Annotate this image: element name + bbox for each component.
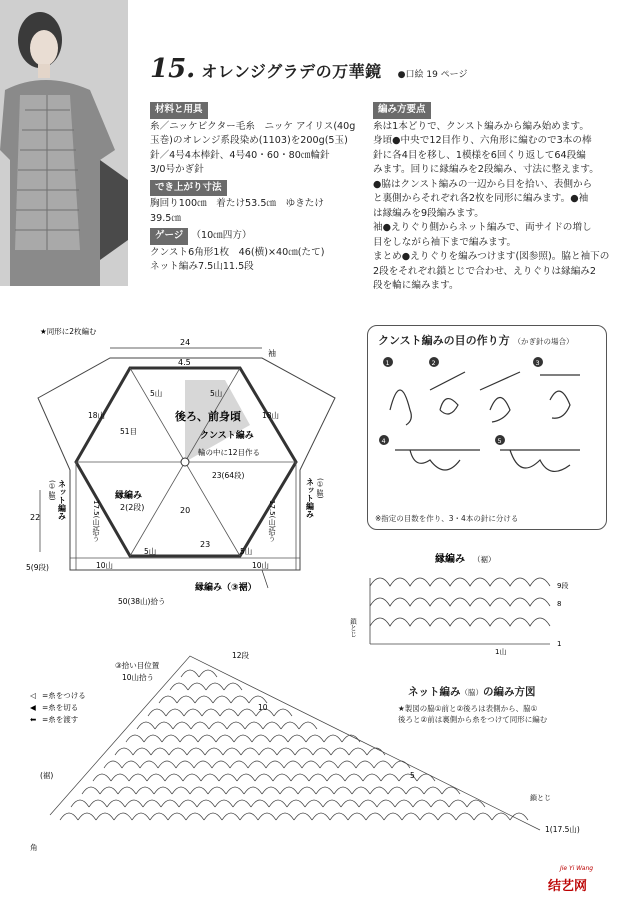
size-heading: でき上がり寸法 — [150, 180, 227, 197]
howto-line: と裏側からそれぞれ各2枚を同形に編みます。●袖 — [373, 193, 589, 204]
net-arc — [266, 761, 284, 768]
net-arc — [148, 709, 166, 716]
net-arc — [177, 696, 195, 703]
net-arc — [188, 683, 206, 690]
net-arc — [334, 787, 352, 794]
stitch-5-b: 5山 — [210, 389, 223, 398]
net-arc — [348, 813, 366, 820]
net-arc — [420, 813, 438, 820]
edge-chain: 鎖とじ — [349, 618, 357, 638]
materials-line: 糸／ニッケビクター毛糸 ニッケ アイリス(40g — [150, 120, 356, 132]
net-arc — [137, 722, 155, 729]
howto-line: 2段をそれぞれ鎖とじで合わせ、えりぐりは縁編み2 — [373, 265, 596, 277]
stitch-18-left: 18山 — [88, 411, 106, 420]
net-arc — [150, 813, 168, 820]
edge-chart-sub: （裾） — [473, 555, 496, 564]
net-arc — [345, 774, 363, 781]
net-arc — [324, 735, 342, 742]
step-5: 5 — [497, 437, 502, 445]
howto-line: みます。回りに縁編みを2段編み、寸法に整えます。 — [373, 164, 599, 175]
net-arc — [144, 735, 162, 742]
net-arc — [248, 761, 266, 768]
net-arc — [133, 748, 151, 755]
step-1: 1 — [385, 359, 390, 367]
net-arc — [107, 800, 125, 807]
watermark-sub: Jie Yi Wang — [560, 865, 594, 872]
net-arc — [125, 800, 143, 807]
net-arc — [299, 722, 317, 729]
net-right: ネット編み — [305, 478, 315, 518]
net-corner: 角 — [30, 843, 38, 852]
net-arc — [306, 735, 324, 742]
materials-line: 3/0号かぎ針 — [150, 164, 204, 175]
center-kunst: クンスト編み — [200, 431, 254, 441]
net-arc — [313, 748, 331, 755]
net-arc — [231, 696, 249, 703]
net-arc — [258, 813, 276, 820]
net-arc — [384, 813, 402, 820]
howto-line: 糸は1本どりで、クンスト編みから編み始めます。 — [373, 120, 589, 132]
net-arc — [244, 787, 262, 794]
net-arc — [302, 761, 320, 768]
net-arc — [89, 800, 107, 807]
net-chart-title-text: ネット編み — [408, 686, 461, 698]
net-arc — [194, 761, 212, 768]
edge-hem: 縁編み（③裾） — [195, 583, 257, 593]
materials-line: 針／4号4本棒針、4号40・60・80㎝輪針 — [150, 149, 330, 161]
net-arc — [395, 800, 413, 807]
row-1: 1 — [557, 640, 562, 648]
net-arc — [241, 748, 259, 755]
net-arc — [323, 800, 341, 807]
pattern-title: オレンジグラデの万華鏡 — [201, 62, 382, 81]
net-arc — [147, 774, 165, 781]
pattern-number: 15. — [150, 54, 196, 84]
net-arc — [115, 748, 133, 755]
net-arc — [251, 800, 269, 807]
net-arc — [187, 748, 205, 755]
model-photo — [0, 0, 128, 286]
gauge-line: ネット編み7.5山11.5段 — [150, 261, 254, 272]
net-arc — [392, 761, 410, 768]
net-arc — [165, 774, 183, 781]
net-arc — [359, 800, 377, 807]
net-arc — [263, 722, 281, 729]
net-arc — [234, 735, 252, 742]
howto-line: ●脇はクンスト編みの一辺から目を拾い、表側から — [373, 178, 593, 190]
net-arc — [370, 787, 388, 794]
net-arc — [161, 800, 179, 807]
dim-4-5: 4.5 — [178, 358, 191, 367]
net-chart-title2: の編み方図 — [483, 686, 536, 698]
net-arc — [208, 787, 226, 794]
net-arc — [363, 774, 381, 781]
net-pick-top: ③拾い目位置 — [115, 661, 160, 670]
net-arc — [288, 735, 306, 742]
net-arc — [181, 670, 199, 677]
net-arc — [206, 683, 224, 690]
net-arc — [238, 709, 256, 716]
net-arc — [245, 722, 263, 729]
net-arc — [413, 800, 431, 807]
gauge-line: クンスト6角形1枚 46(横)×40㎝(たて) — [150, 246, 325, 258]
net-arc — [186, 813, 204, 820]
center-note: 輪の中に12目作る — [198, 448, 261, 457]
size-line: 胸回り100㎝ 着たけ53.5㎝ ゆきたけ — [150, 198, 324, 209]
legend-sym-attach: ◁ — [30, 691, 36, 700]
net-arc — [71, 800, 89, 807]
net-arc — [197, 800, 215, 807]
net-arc — [438, 813, 456, 820]
net-arc — [166, 709, 184, 716]
net-arc — [215, 800, 233, 807]
net-arc — [331, 748, 349, 755]
net-arc — [249, 696, 267, 703]
net-arc — [158, 761, 176, 768]
net-arc — [82, 787, 100, 794]
legend-sym-cut: ◀ — [30, 703, 36, 712]
net-row-12: 12段 — [232, 651, 250, 660]
step-4: 4 — [381, 437, 386, 445]
net-arc — [212, 761, 230, 768]
net-arc — [381, 774, 399, 781]
body-schematic — [0, 320, 360, 610]
net-chart-sub: （脇） — [460, 688, 483, 697]
net-arc — [222, 813, 240, 820]
net-arc — [295, 748, 313, 755]
repeat-1: 1山 — [495, 648, 507, 656]
row-8: 8 — [557, 600, 562, 608]
net-arc — [341, 800, 359, 807]
net-arc — [377, 800, 395, 807]
net-arc — [143, 800, 161, 807]
net-arc — [262, 787, 280, 794]
size-line: 39.5㎝ — [150, 212, 181, 224]
net-arc — [277, 748, 295, 755]
net-arc — [374, 761, 392, 768]
kunst-note: ※指定の目数を作り、3・4本の針に分ける — [375, 514, 519, 523]
net-arc — [349, 748, 367, 755]
net-arc — [168, 813, 186, 820]
net-arc — [198, 735, 216, 742]
howto-line: は縁編みを9段編みます。 — [373, 207, 484, 219]
net-arc — [327, 774, 345, 781]
net-arc — [294, 813, 312, 820]
net-arc — [274, 709, 292, 716]
legend-cut: =糸を切る — [42, 703, 79, 712]
net-arc — [204, 813, 222, 820]
net-arc — [281, 722, 299, 729]
net-arc — [190, 787, 208, 794]
net-arc — [126, 735, 144, 742]
net-arc — [309, 774, 327, 781]
net-arc — [100, 787, 118, 794]
net-arc — [223, 748, 241, 755]
stitch-10-left: 10山 — [96, 561, 114, 570]
pattern-header — [150, 54, 467, 84]
net-arc — [176, 761, 194, 768]
sleeve-label: 袖 — [268, 349, 276, 358]
net-arc — [226, 787, 244, 794]
net-arc — [111, 774, 129, 781]
stitch-5-d: 5山 — [240, 547, 253, 556]
dim-23: 23 — [200, 540, 211, 549]
kunst-steps-illustration — [370, 350, 602, 510]
net-note-1: ★製図の脇①前と②後ろは表側から、脇① — [398, 704, 538, 713]
net-arc — [227, 722, 245, 729]
net-arc — [417, 774, 435, 781]
edge-left-rows: 2(2段) — [120, 503, 145, 512]
net-arc — [284, 761, 302, 768]
net-arc — [366, 813, 384, 820]
net-arc — [406, 787, 424, 794]
dim-22: 22 — [30, 513, 41, 522]
gauge-heading: ゲージ — [150, 228, 188, 245]
net-arc — [287, 800, 305, 807]
net-arc — [170, 683, 188, 690]
net-arc — [367, 748, 385, 755]
net-arc — [132, 813, 150, 820]
gauge-unit: （10㎝四方） — [191, 230, 252, 241]
body-note: ★同形に2枚編む — [40, 327, 97, 336]
net-arc — [456, 813, 474, 820]
pick-50: 50(38山)拾う — [118, 597, 166, 606]
net-arc — [449, 800, 467, 807]
net-arc — [201, 774, 219, 781]
stitch-5-c: 5山 — [144, 547, 157, 556]
net-arc — [159, 696, 177, 703]
pick-17-5-left: 17.5(山)拾う — [92, 500, 100, 543]
howto-line: 針に各4目を移し、1模様を6回くり返して64段編 — [373, 149, 586, 161]
net-arc — [280, 787, 298, 794]
stitch-10-right: 10山 — [252, 561, 270, 570]
net-right-sub: (①脇) — [316, 478, 324, 499]
net-arc — [209, 722, 227, 729]
net-arc — [352, 787, 370, 794]
legend-sym-pass: ⬅ — [30, 715, 37, 724]
net-arc — [230, 761, 248, 768]
net-arc — [240, 813, 258, 820]
net-arc — [431, 800, 449, 807]
kunst-subtitle: （かぎ針の場合） — [513, 337, 574, 346]
net-row-10: 10 — [258, 703, 268, 712]
net-arc — [402, 813, 420, 820]
net-arc — [183, 774, 201, 781]
center-title: 後ろ、前身頃 — [175, 410, 241, 423]
dim-24: 24 — [180, 338, 191, 347]
net-arc — [162, 735, 180, 742]
net-left: ネット編み — [57, 480, 67, 520]
net-arc — [93, 774, 111, 781]
materials-line: 玉巻)のオレンジ系段染め(1103)を200g(5玉) — [150, 135, 348, 146]
net-arc — [276, 813, 294, 820]
net-arc — [104, 761, 122, 768]
net-arc — [114, 813, 132, 820]
net-arc — [312, 813, 330, 820]
watermark-brand: 结艺网 — [548, 879, 588, 894]
net-arc — [191, 722, 209, 729]
net-arc — [60, 813, 78, 820]
edge-chart-title: 縁編み — [435, 554, 465, 565]
net-arc — [205, 748, 223, 755]
pick-17-5-right: 17.5(山)拾う — [268, 500, 276, 543]
howto-line: 身頃●中央で12目作り、六角形に編むので3本の棒 — [373, 135, 592, 146]
materials-column — [150, 100, 360, 275]
step-2: 2 — [431, 359, 436, 367]
rows-23-64: 23(64段) — [212, 471, 245, 480]
net-arc — [202, 709, 220, 716]
kunst-title — [378, 332, 574, 348]
net-arc — [184, 709, 202, 716]
net-left-sub: (①脇) — [48, 480, 56, 501]
net-arc — [330, 813, 348, 820]
instructions-column — [373, 100, 613, 294]
net-arc — [474, 813, 492, 820]
howto-line: 段を輪に編みます。 — [373, 280, 459, 291]
step-3: 3 — [535, 359, 540, 367]
net-arc — [180, 735, 198, 742]
kunst-title-text: クンスト編みの目の作り方 — [378, 334, 510, 347]
howto-line: 目をしながら袖下まで編みます。 — [373, 236, 517, 248]
materials-heading: 材料と用具 — [150, 102, 208, 119]
net-arc — [259, 748, 277, 755]
net-arc — [388, 787, 406, 794]
net-arc — [338, 761, 356, 768]
net-arc — [216, 735, 234, 742]
model-illustration — [0, 0, 128, 286]
page-reference: ●口絵 19 ページ — [397, 70, 468, 80]
net-arc — [224, 683, 242, 690]
net-arc — [136, 787, 154, 794]
net-arc — [195, 696, 213, 703]
net-chart — [0, 640, 580, 860]
net-arc — [305, 800, 323, 807]
net-arc — [213, 696, 231, 703]
net-arc — [140, 761, 158, 768]
howto-heading: 編み方要点 — [373, 102, 431, 119]
net-arc — [169, 748, 187, 755]
net-arc — [220, 709, 238, 716]
net-arc — [255, 774, 273, 781]
net-hem: (裾) — [40, 771, 54, 780]
dim-5-9: 5(9段) — [26, 563, 49, 572]
net-arc — [316, 787, 334, 794]
stitch-18-right: 18山 — [262, 411, 280, 420]
net-chain: 鎖とじ — [530, 794, 551, 802]
net-arc — [252, 735, 270, 742]
stitch-51: 51目 — [120, 427, 138, 436]
net-arc — [96, 813, 114, 820]
net-arc — [118, 787, 136, 794]
net-arc — [291, 774, 309, 781]
net-pick-top-2: 10山拾う — [122, 673, 155, 682]
net-arc — [154, 787, 172, 794]
net-arc — [269, 800, 287, 807]
net-arc — [273, 774, 291, 781]
net-arc — [129, 774, 147, 781]
legend-attach: =糸をつける — [42, 691, 86, 700]
net-arc — [179, 800, 197, 807]
net-legend — [30, 690, 86, 724]
net-arc — [155, 722, 173, 729]
howto-line: 袖●えりぐり側からネット編みで、両サイドの増し — [373, 222, 592, 233]
net-arc — [122, 761, 140, 768]
net-arc — [510, 813, 528, 820]
net-arc — [442, 787, 460, 794]
edge-left: 縁編み — [115, 491, 143, 501]
stitch-5-a: 5山 — [150, 389, 163, 398]
net-row-1: 1(17.5山) — [545, 825, 580, 834]
net-arc — [78, 813, 96, 820]
net-arc — [151, 748, 169, 755]
legend-pass: =糸を渡す — [42, 715, 79, 724]
net-arc — [298, 787, 316, 794]
net-arc — [233, 800, 251, 807]
net-arc — [172, 787, 190, 794]
net-arc — [320, 761, 338, 768]
howto-line: まとめ●えりぐりを編みつけます(図参照)。脇と袖下の — [373, 251, 610, 262]
net-arc — [173, 722, 191, 729]
net-arc — [356, 761, 374, 768]
row-9: 9段 — [557, 582, 569, 590]
net-arc — [270, 735, 288, 742]
net-note-2: 後ろと②前は裏側から糸をつけて同形に編む — [398, 715, 548, 724]
net-row-5: 5 — [410, 771, 415, 780]
net-arc — [219, 774, 237, 781]
dim-20: 20 — [180, 506, 191, 515]
net-arc — [237, 774, 255, 781]
net-arc — [424, 787, 442, 794]
net-arc — [199, 670, 217, 677]
